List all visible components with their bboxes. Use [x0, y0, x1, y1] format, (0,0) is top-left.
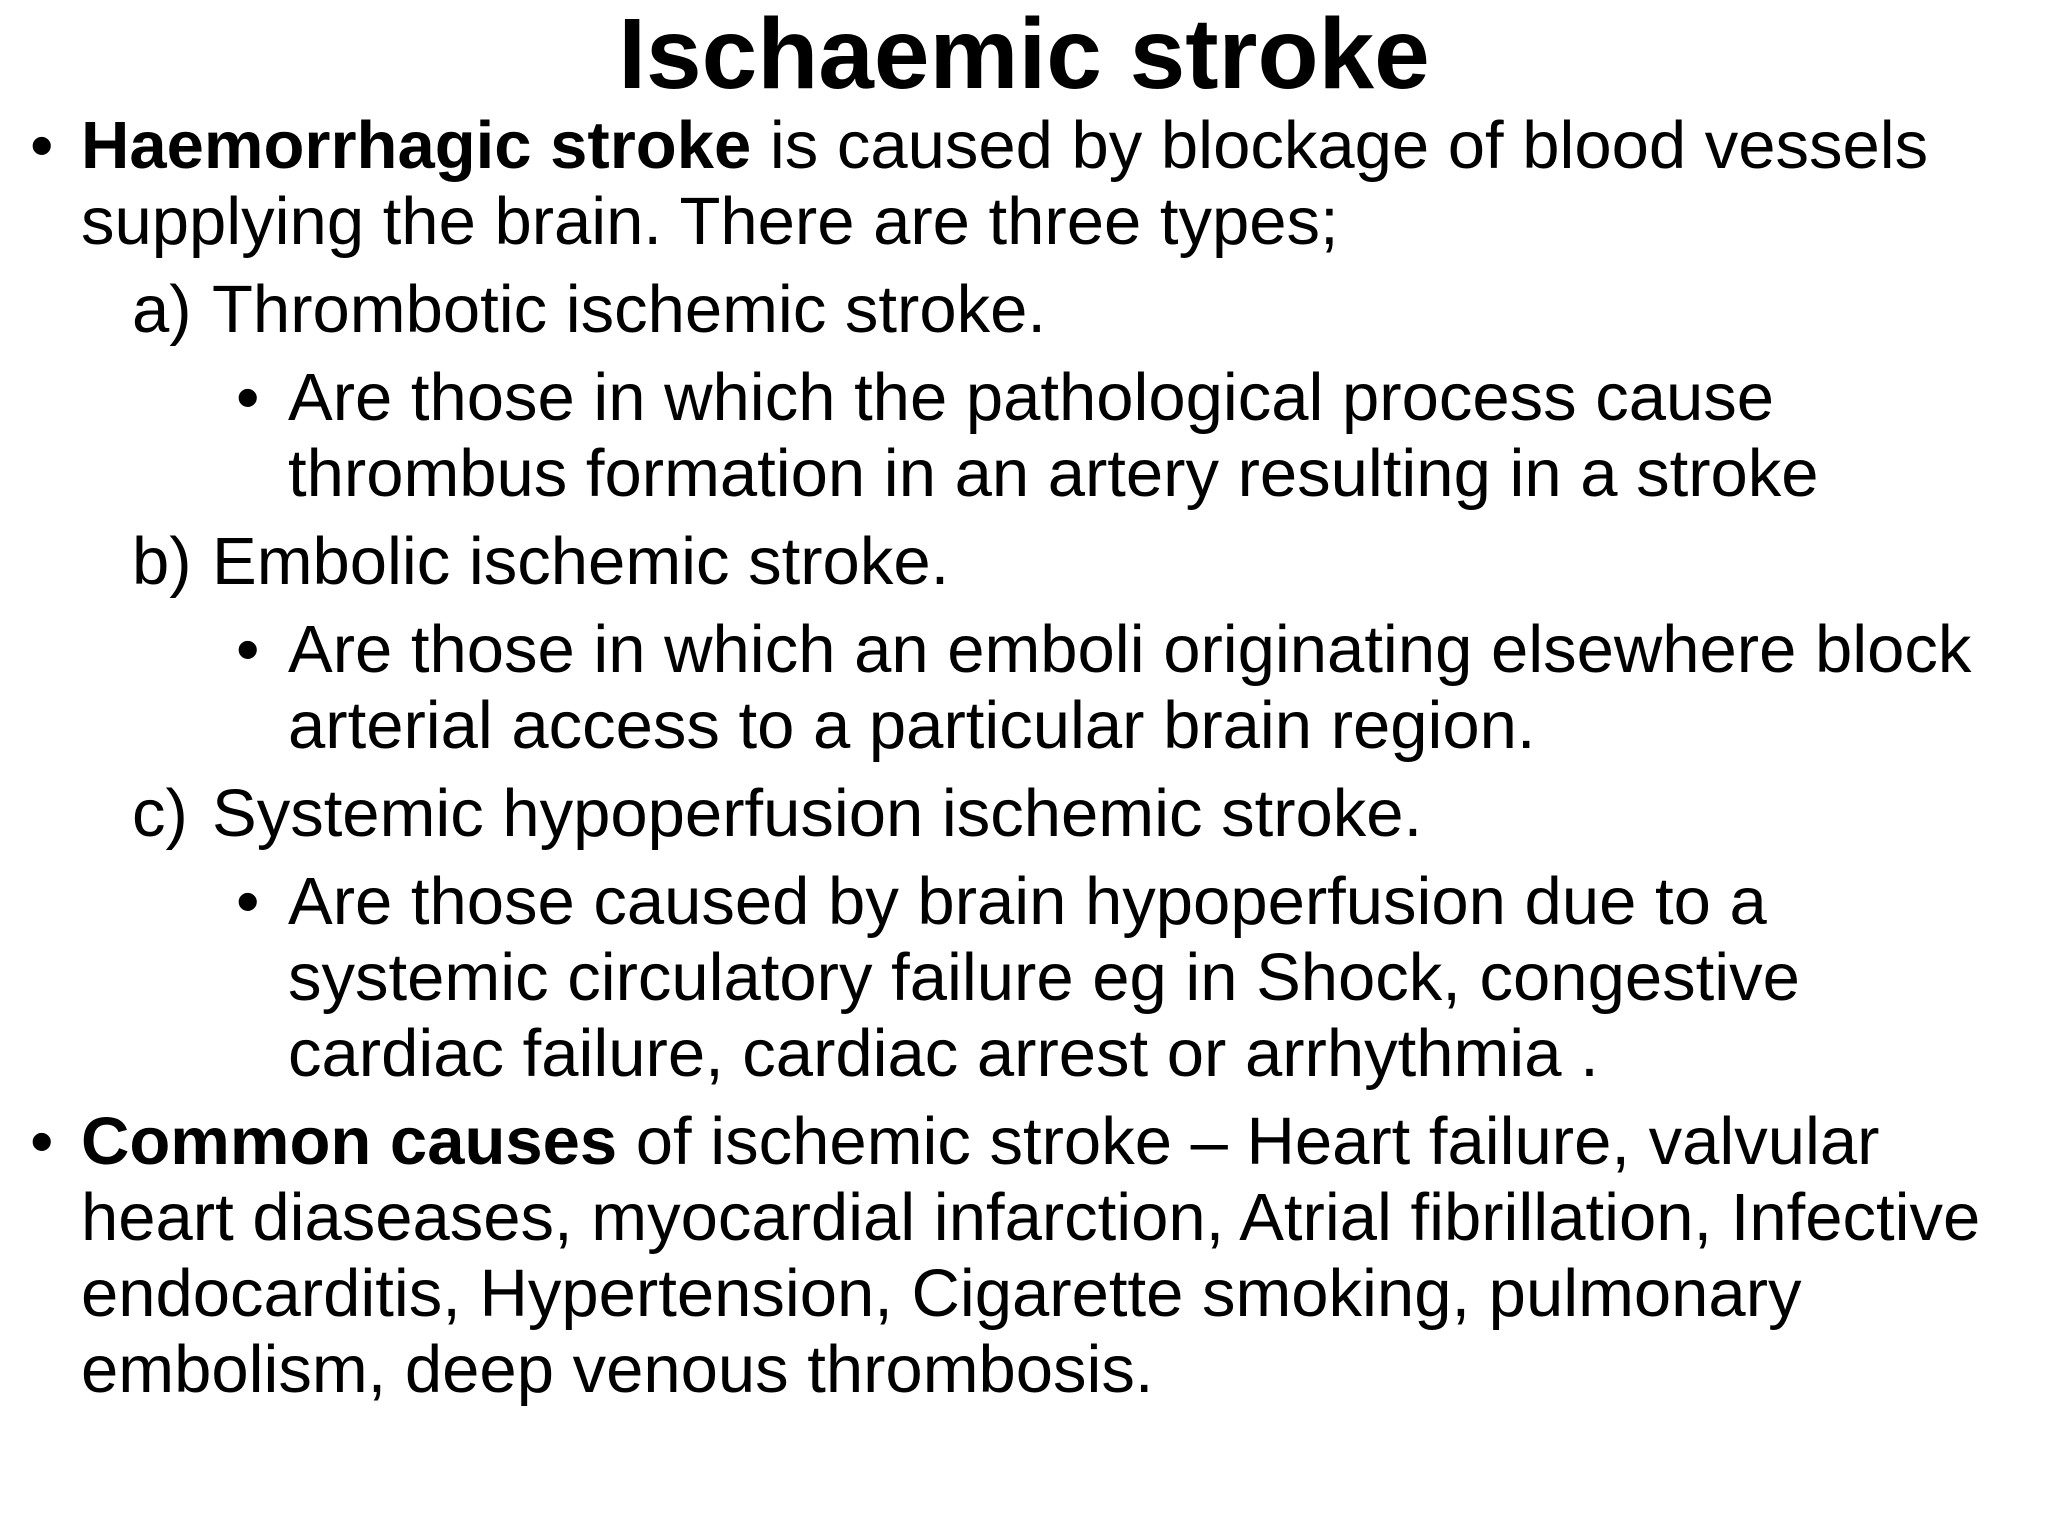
bullet-common-causes [0, 1104, 2036, 1408]
type-label: Thrombotic ischemic stroke. [212, 272, 1046, 347]
detail-marker: • [236, 864, 260, 939]
detail-text: Are those in which the pathological process cause thrombus formation in an artery resulting in a stroke [288, 360, 1819, 511]
bullet-marker: • [30, 108, 54, 183]
detail-marker: • [236, 612, 260, 687]
type-marker: a) [132, 272, 192, 347]
type-item-b [0, 524, 2032, 600]
type-label: Systemic hypoperfusion ischemic stroke. [212, 776, 1423, 851]
type-detail-a [0, 360, 2028, 512]
type-label: Embolic ischemic stroke. [212, 524, 950, 599]
type-detail-b [0, 612, 2028, 764]
bullet-haemorrhagic [0, 108, 2036, 260]
bullet-bold-term: Haemorrhagic stroke [81, 108, 752, 183]
type-marker: b) [132, 524, 192, 599]
bullet-marker: • [30, 1104, 54, 1179]
bullet-text: is caused by blockage of blood vessels supplying the brain. There are three types; [81, 108, 1929, 259]
detail-text: Are those in which an emboli originating elsewhere block arterial access to a particular brain region. [288, 612, 1972, 763]
detail-text: Are those caused by brain hypoperfusion due to a systemic circulatory failure eg in Shock, congestive cardiac failure, cardiac arrest or arrhythmia . [288, 864, 1800, 1091]
slide-title: Ischaemic stroke [618, 0, 1430, 110]
bullet-text: of ischemic stroke – Heart failure, valvular heart diaseases, myocardial infarction, Atrial fibrillation, Infective endocarditis, Hypertension, Cigarette smoking, pulmonary embolism, deep venous thrombosis. [81, 1104, 1981, 1407]
type-item-a [0, 272, 2032, 348]
type-item-c [0, 776, 2032, 852]
type-detail-c [0, 864, 2028, 1092]
slide-content [0, 108, 2048, 1408]
bullet-bold-term: Common causes [81, 1104, 618, 1179]
type-marker: c) [132, 776, 188, 851]
detail-marker: • [236, 360, 260, 435]
